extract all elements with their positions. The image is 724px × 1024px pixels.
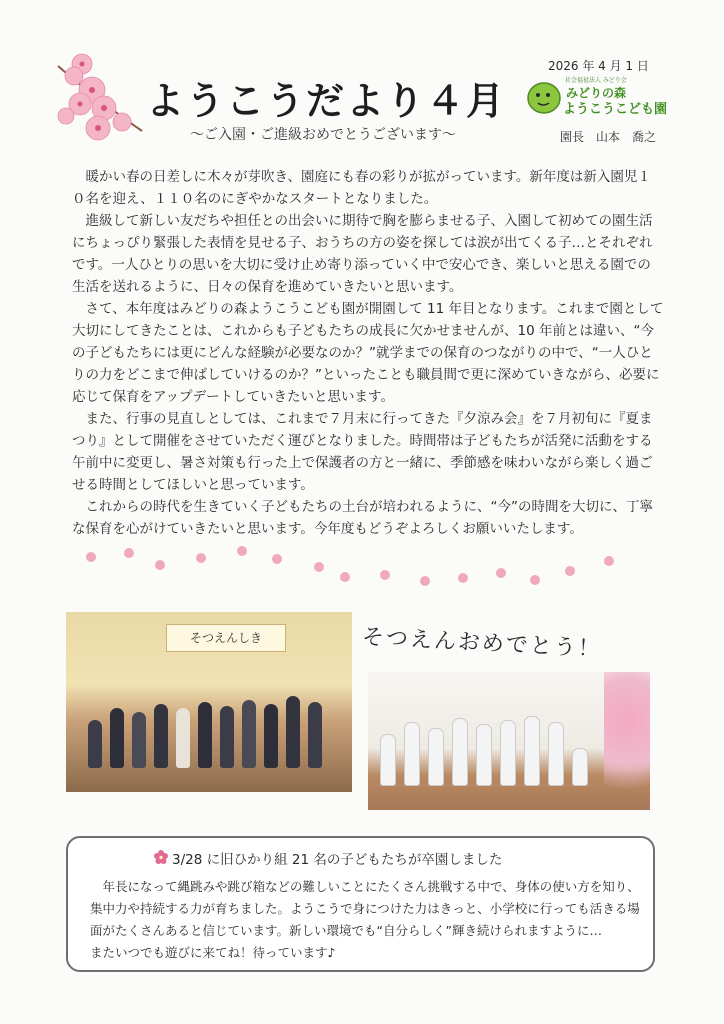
sakura-petal-icon (124, 548, 134, 558)
child-figure (428, 728, 444, 786)
child-figure (220, 706, 234, 768)
logo-name: みどりの森 (566, 86, 627, 100)
body-text (72, 166, 664, 540)
child-figure (548, 722, 564, 786)
principal-name: 園長 山本 喬之 (560, 130, 657, 144)
sakura-petal-icon (272, 554, 282, 564)
paragraph: これからの時代を生きていく子どもたちの土台が培われるように、“今”の時間を大切に、丁寧な保育を心がけていきたいと思います。今年度もどうぞよろしくお願いいたします。 (72, 499, 653, 537)
child-figure (88, 720, 102, 768)
paragraph: さて、本年度はみどりの森ようこうこども園が開園して 11 年目となります。これまで園として大切にしてきたことは、これからも子どもたちの成長に欠かせませんが、10 年前とは違い、“今の子どもたちには更にどんな経験が必要なのか？”就学までの保育のつながりの中で、“一人ひとりの力をどこまで伸ばしていけるのか？”といったことも職員間で更に深めていきながら、必要に応じて保育をアップデートしていきたいと思います。 (72, 301, 664, 405)
notice-line: またいつでも遊びに来てね！待っています♪ (90, 945, 336, 960)
sakura-petal-icon (458, 573, 468, 583)
child-figure (476, 724, 492, 786)
notice-line: 面がたくさんあると信じています。新しい環境でも“自分らしく”輝き続けられますように… (90, 923, 602, 938)
child-figure (264, 704, 278, 768)
notice-text (90, 876, 642, 964)
child-figure (404, 722, 420, 786)
sakura-petal-icon (420, 576, 430, 586)
sakura-petal-icon (196, 553, 206, 563)
sakura-petal-icon (155, 560, 165, 570)
graduation-caption: そつえんおめでとう！ (361, 624, 603, 663)
issue-date: 2026 年 4 月 1 日 (548, 59, 649, 73)
notice-title: 3/28 に旧ひかり組 21 名の子どもたちが卒園しました (172, 852, 503, 868)
sakura-petal-icon (496, 568, 506, 578)
page-title: ようこうだより４月 (146, 79, 507, 123)
ceremony-sign: そつえんしき (166, 624, 286, 652)
sakura-petal-icon (237, 546, 247, 556)
sakura-petal-icon (314, 562, 324, 572)
paragraph: 暖かい春の日差しに木々が芽吹き、園庭にも春の彩りが拡がっています。新年度は新入園児１０名を迎え、１１０名のにぎやかなスタートとなりました。 (72, 169, 651, 207)
logo-org: 社会福祉法人 みどり会 (565, 77, 627, 84)
cherry-tree-decoration (604, 672, 650, 810)
child-figure (524, 716, 540, 786)
child-figure (500, 720, 516, 786)
child-figure (380, 734, 396, 786)
sakura-flower-icon (154, 850, 168, 864)
logo-subname: ようこうこども園 (563, 102, 668, 117)
notice-line: 年長になって縄跳みや跳び箱などの難しいことにたくさん挑戦する中で、身体の使い方を知り、 (102, 879, 640, 894)
sakura-petal-icon (604, 556, 614, 566)
graduation-celebration-photo (368, 672, 650, 810)
paragraph: また、行事の見直しとしては、これまで７月末に行ってきた『夕涼み会』を７月初旬に『夏まつり』として開催をさせていただく運びとなりました。時間帯は子どもたちが活発に活動をする午前中に変更し、暑さ対策も行った上で保護者の方と一緒に、季節感を味わいながら楽しく過ごせる時間としてほしいと思っています。 (72, 411, 653, 493)
child-figure (572, 748, 588, 786)
child-figure (132, 712, 146, 768)
sakura-petal-icon (565, 566, 575, 576)
notice-line: 集中力や持続する力が育ちました。ようこうで身につけた力はきっと、小学校に行っても活きる場 (90, 901, 640, 916)
child-figure (198, 702, 212, 768)
sakura-petal-icon (340, 572, 350, 582)
sakura-petal-icon (380, 570, 390, 580)
sakura-petal-icon (86, 552, 96, 562)
child-figure (154, 704, 168, 768)
sakura-branch-icon (52, 46, 152, 150)
page-subtitle: ～ご入園・ご進級おめでとうございます～ (190, 127, 456, 143)
paragraph: 進級して新しい友だちや担任との出会いに期待で胸を膨らませる子、入園して初めての園生活にちょっぴり緊張した表情を見せる子、おうちの方の姿を探しては涙が出てくる子…とそれぞれです。一人ひとりの思いを大切に受け止め寄り添っていく中で安心でき、楽しいと思える園での生活を送れるように、日々の保育を進めていきたいと思います。 (72, 213, 653, 295)
child-figure (242, 700, 256, 768)
child-figure (286, 696, 300, 768)
sakura-petal-icon (530, 575, 540, 585)
child-figure (308, 702, 322, 768)
child-figure (110, 708, 124, 768)
graduation-ceremony-photo (66, 612, 352, 792)
mascot-logo-icon (524, 78, 564, 118)
child-figure (176, 708, 190, 768)
child-figure (452, 718, 468, 786)
